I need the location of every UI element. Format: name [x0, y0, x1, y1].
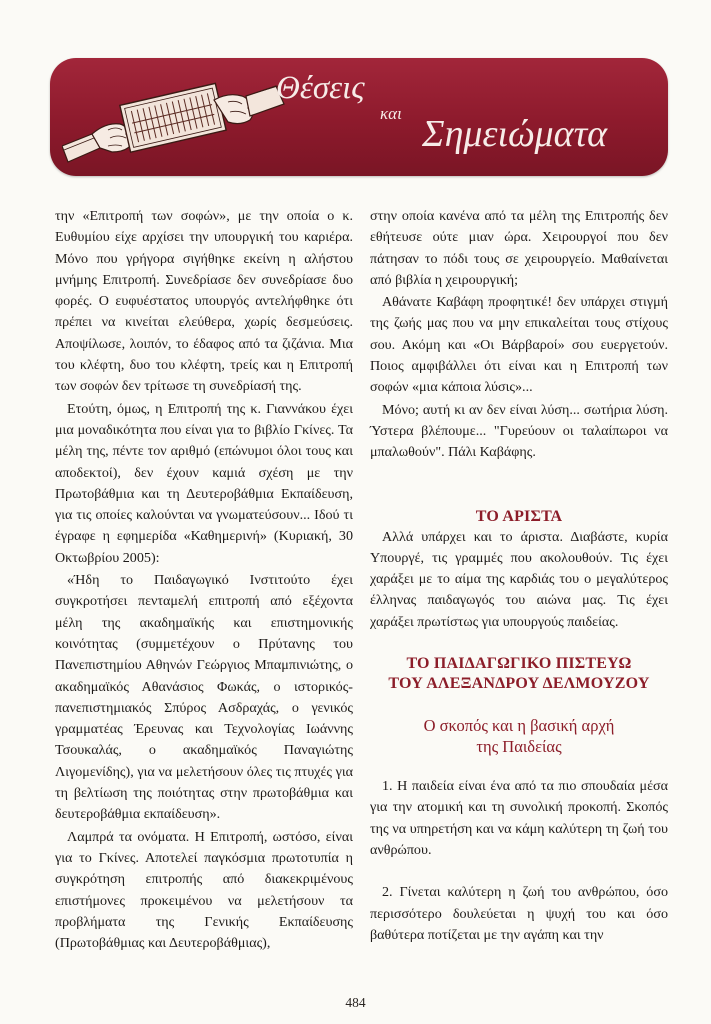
paragraph: Ετούτη, όμως, η Επιτροπή της κ. Γιαννάκου έχει μια μοναδικότητα που είναι για το βιβλίο Γκίνες. Τα μέλη της, πέντε τον αριθμό (επώνυμοι όλοι τους και αποδεκτοί), δεν έχουν καμιά σχέση με την Πρωτοβάθμια και τη Δευτεροβάθμια Εκπαίδευση, για τις οποίες καλούνται να γνωματεύσουν... Ιδού τι έγραφε η εφημερίδα «Καθημερινή» (Κυριακή, 30 Οκτωβρίου 2005): [55, 400, 353, 566]
paragraph: Αλλά υπάρχει και το άριστα. Διαβάστε, κυρία Υπουργέ, τις γραμμές που ακολουθούν. Τις έχει χαράξει με το αίμα της καρδιάς του ο μεγαλύτερος έλληνας παιδαγωγός του αιώνα μας. Τις έχει χαράξει πρωτίστως για υπουργούς παιδείας. [370, 528, 668, 630]
numbered-item-2: 2. Γίνεται καλύτερη η ζωή του ανθρώπου, όσο περισσότερο δουλεύεται η ψυχή του και όσο βαθύτερα ποτίζεται με την αγάπη και την [370, 884, 668, 943]
paragraph: την «Επιτροπή των σοφών», με την οποία ο κ. Ευθυμίου είχε αρχίσει την υπουργική του καριέρα. Μόνο που γρήγορα σιγήθηκε εκείνη η αλήστου μνήμης Επιτροπή. Συνεδρίασε δεν συνεδρίασε δυο φορές. Ο ευφυέστατος υπουργός αντελήφθηκε ότι πρέπει να κινείται ελεύθερα, χωρίς δεσμεύσεις. Αποψίλωσε, λοιπόν, το έδαφος από τα ζιζάνια. Μια του κλέφτη, δυο του κλέφτη, τρείς και η Επιτροπή των σοφών δεν τρίτωσε τη συνεδρίασή της. [55, 208, 353, 395]
paragraph: Λαμπρά τα ονόματα. Η Επιτροπή, ωστόσο, είναι για το Γκίνες. Αποτελεί παγκόσμια πρωτοτυπία η συγκρότηση επιτροπής από διακεκριμένους επιστήμονες προκειμένου να μελετήσουν τα προβλήματα της Γενικής Εκπαίδευσης (Πρωτοβάθμιας και Δευτεροβάθμιας), [55, 828, 353, 952]
right-text-column [370, 206, 668, 946]
section-heading-line-1: ΤΟ ΠΑΙΔΑΓΩΓΙΚΟ ΠΙΣΤΕΥΩ [406, 655, 632, 673]
paragraph: Μόνο; αυτή κι αν δεν είναι λύση... σωτήρια λύση. Ύστερα βλέπουμε... "Γυρεύουν οι ταλαίπωροι να μπαλωθούν". Πάλι Καβάφης. [370, 401, 668, 461]
paragraph: στην οποία κανένα από τα μέλη της Επιτροπής δεν εθήτευσε ούτε μιαν ώρα. Χειρουργοί που δεν πάτησαν το πόδι τους σε χειρουργείο. Μαθαίνεται από βιβλία η χειρουργική; [370, 208, 668, 288]
subheading-line-1: Ο σκοπός και η βασική αρχή [423, 716, 615, 736]
banner-title-word-1: Θέσεις [276, 70, 365, 106]
subheading-line-2: της Παιδείας [476, 737, 562, 757]
page-number: 484 [345, 995, 366, 1010]
paragraph: Αθάνατε Καβάφη προφητικέ! δεν υπάρχει στιγμή της ζωής μας που να μην επικαλείται τους στίχους σου. Ακόμη και «Οι Βάρβαροί» σου ευεργετούν. Ποιος αμφιβάλλει ότι είναι και η Επιτροπή των σοφών «μια κάποια λύσις»... [370, 294, 668, 396]
left-text-column [55, 206, 353, 954]
section-heading-to-arista: ΤΟ ΑΡΙΣΤΑ [475, 507, 563, 525]
banner-title-conjunction: και [380, 104, 402, 123]
section-heading-line-2: ΤΟΥ ΑΛΕΞΑΝΔΡΟΥ ΔΕΛΜΟΥΖΟΥ [388, 675, 650, 693]
numbered-item-1: 1. Η παιδεία είναι ένα από τα πιο σπουδαία μέσα για την ατομική και τη συνολική προκοπή. Σκοπός της να υπηρετήση και να κάμη καλύτερη τη ζωή του ανθρώπου. [370, 778, 668, 858]
banner-title-word-2: Σημειώματα [422, 113, 608, 155]
section-banner [50, 58, 668, 176]
quote-paragraph: «Ήδη το Παιδαγωγικό Ινστιτούτο έχει συγκροτήσει πενταμελή επιτροπή από εξέχοντα μέλη της ακαδημαϊκής και επιστημονικής κοινότητας (συμμετέχουν ο Πρύτανης του Πανεπιστημίου Αθηνών Γεώργιος Μπαμπινιώτης, ο ακαδημαϊκός Αθανάσιος Φωκάς, ο ιστορικός-πανεπιστημιακός Σπύρος Ασδραχάς, ο γενικός γραμματέας Έρευνας και Τεχνολογίας Ιωάννης Τσουκαλάς, ο ακαδημαϊκός Παναγιώτης Λιγομενίδης), για να μελετήσουν όλες τις πτυχές για τη βελτίωση της ποιότητας στην πρωτοβάθμια και δευτεροβάθμια εκπαίδευση». [55, 572, 353, 823]
